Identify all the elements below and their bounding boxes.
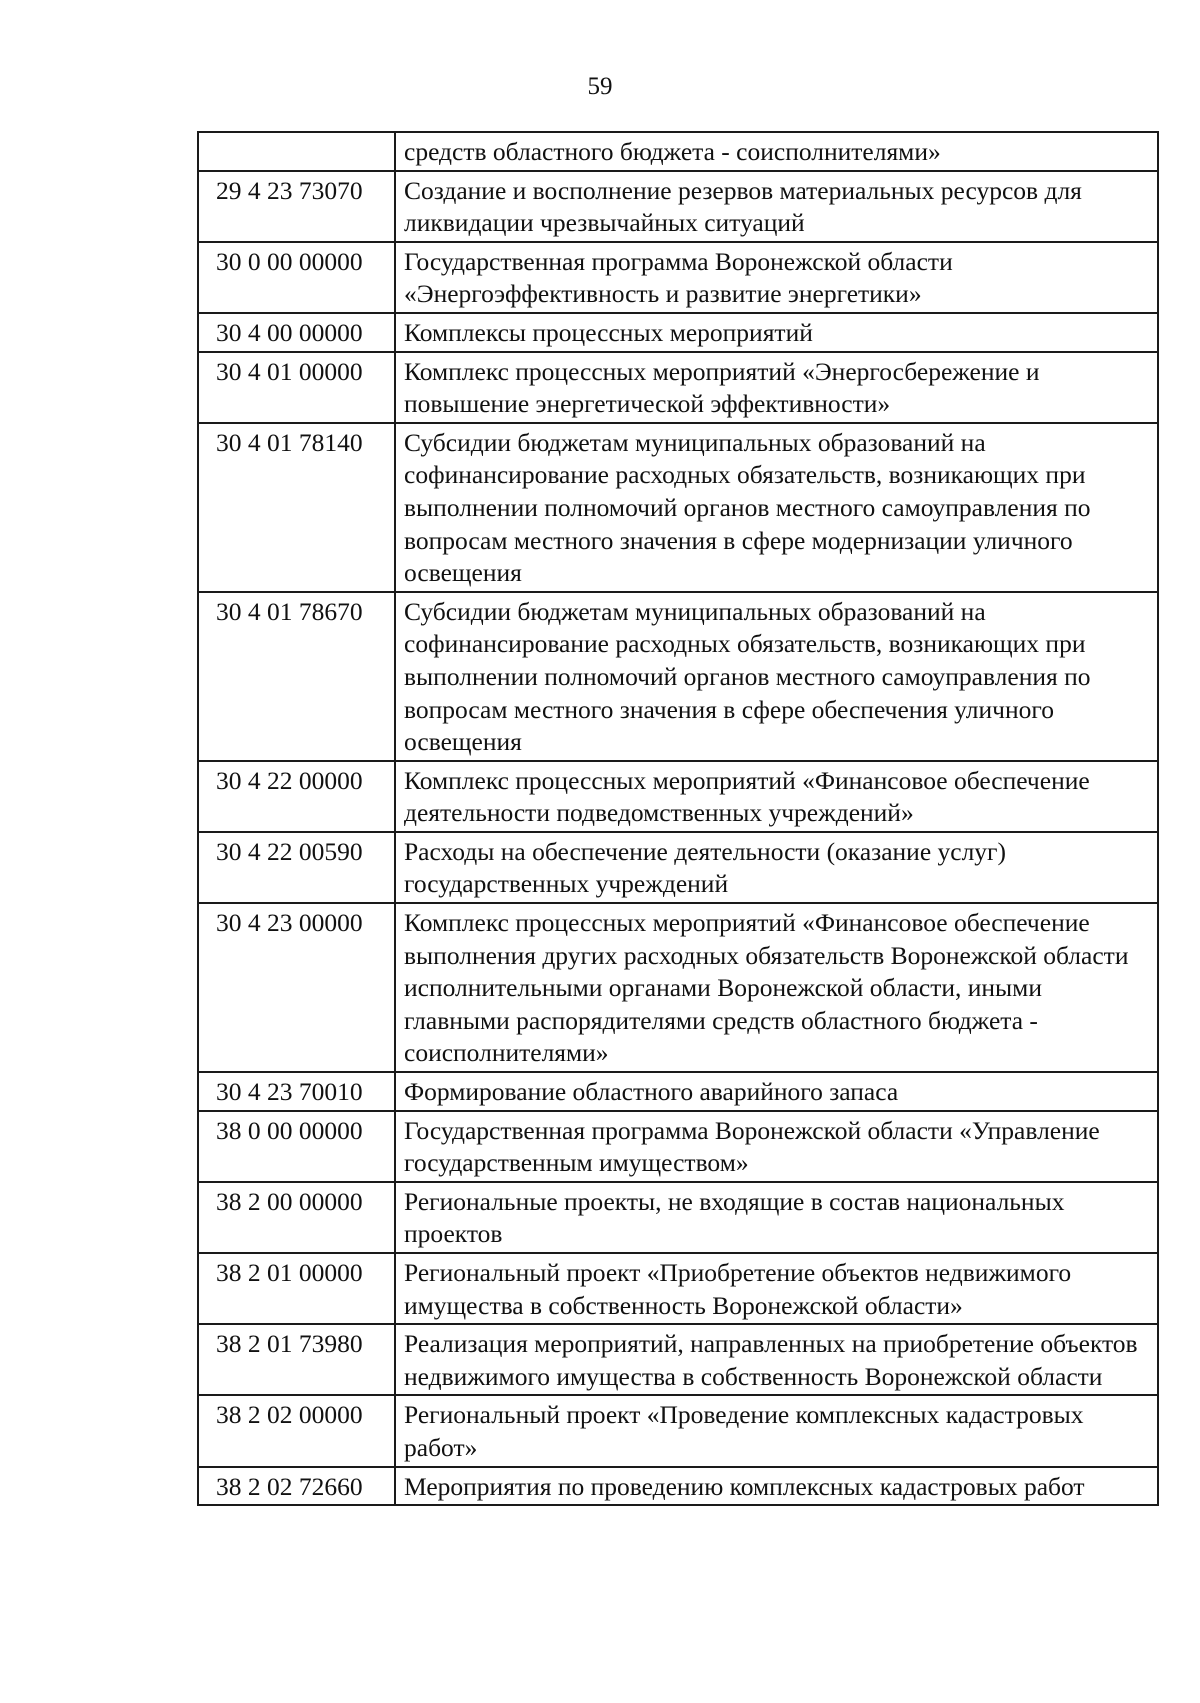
- table-row: [198, 1253, 1158, 1324]
- table-row: [198, 1467, 1158, 1506]
- code-cell: 30 4 01 78140: [198, 423, 395, 592]
- name-cell: Субсидии бюджетам муниципальных образований на софинансирование расходных обязательств, возникающих при выполнении полномочий органов местного самоуправления по вопросам местного значения в сфере обеспечения уличного освещения: [395, 592, 1158, 761]
- name-cell: Государственная программа Воронежской области «Управление государственным имуществом»: [395, 1111, 1158, 1182]
- code-cell: 30 4 22 00590: [198, 832, 395, 903]
- table-row: [198, 1324, 1158, 1395]
- table-row: [198, 423, 1158, 592]
- table-row: [198, 832, 1158, 903]
- code-cell: 38 2 02 72660: [198, 1467, 395, 1506]
- code-cell: 30 4 23 70010: [198, 1072, 395, 1111]
- table-row: [198, 352, 1158, 423]
- name-cell: Комплексы процессных мероприятий: [395, 313, 1158, 352]
- code-cell: 30 4 01 00000: [198, 352, 395, 423]
- code-cell: 29 4 23 73070: [198, 171, 395, 242]
- budget-classification-table: [197, 131, 1159, 1506]
- name-cell: Реализация мероприятий, направленных на приобретение объектов недвижимого имущества в собственность Воронежской области: [395, 1324, 1158, 1395]
- name-cell: Региональные проекты, не входящие в состав национальных проектов: [395, 1182, 1158, 1253]
- table-row: [198, 592, 1158, 761]
- table-row: [198, 171, 1158, 242]
- name-cell: Субсидии бюджетам муниципальных образований на софинансирование расходных обязательств, возникающих при выполнении полномочий органов местного самоуправления по вопросам местного значения в сфере модернизации уличного освещения: [395, 423, 1158, 592]
- table-row: [198, 761, 1158, 832]
- name-cell: Мероприятия по проведению комплексных кадастровых работ: [395, 1467, 1158, 1506]
- code-cell: 30 4 22 00000: [198, 761, 395, 832]
- name-cell: Расходы на обеспечение деятельности (оказание услуг) государственных учреждений: [395, 832, 1158, 903]
- code-cell: 30 4 23 00000: [198, 903, 395, 1072]
- table-row: [198, 242, 1158, 313]
- code-cell: 38 2 00 00000: [198, 1182, 395, 1253]
- table-row: [198, 1072, 1158, 1111]
- code-cell: 30 4 00 00000: [198, 313, 395, 352]
- code-cell: 38 2 01 00000: [198, 1253, 395, 1324]
- table-row: [198, 1182, 1158, 1253]
- table-row: [198, 903, 1158, 1072]
- name-cell: Региональный проект «Проведение комплексных кадастровых работ»: [395, 1395, 1158, 1466]
- name-cell: Формирование областного аварийного запаса: [395, 1072, 1158, 1111]
- table-row: [198, 313, 1158, 352]
- code-cell: 30 0 00 00000: [198, 242, 395, 313]
- code-cell: 38 2 02 00000: [198, 1395, 395, 1466]
- code-cell: 30 4 01 78670: [198, 592, 395, 761]
- code-cell: 38 2 01 73980: [198, 1324, 395, 1395]
- code-cell: 38 0 00 00000: [198, 1111, 395, 1182]
- code-cell: [198, 132, 395, 171]
- name-cell: Комплекс процессных мероприятий «Финансовое обеспечение деятельности подведомственных учреждений»: [395, 761, 1158, 832]
- table-row: [198, 1111, 1158, 1182]
- name-cell: Комплекс процессных мероприятий «Финансовое обеспечение выполнения других расходных обязательств Воронежской области исполнительными органами Воронежской области, иными главными распорядителями средств областного бюджета - соисполнителями»: [395, 903, 1158, 1072]
- name-cell: средств областного бюджета - соисполнителями»: [395, 132, 1158, 171]
- name-cell: Комплекс процессных мероприятий «Энергосбережение и повышение энергетической эффективности»: [395, 352, 1158, 423]
- table-row: [198, 132, 1158, 171]
- page-number: 59: [587, 73, 613, 100]
- table-row: [198, 1395, 1158, 1466]
- name-cell: Создание и восполнение резервов материальных ресурсов для ликвидации чрезвычайных ситуаций: [395, 171, 1158, 242]
- name-cell: Региональный проект «Приобретение объектов недвижимого имущества в собственность Воронежской области»: [395, 1253, 1158, 1324]
- name-cell: Государственная программа Воронежской области «Энергоэффективность и развитие энергетики»: [395, 242, 1158, 313]
